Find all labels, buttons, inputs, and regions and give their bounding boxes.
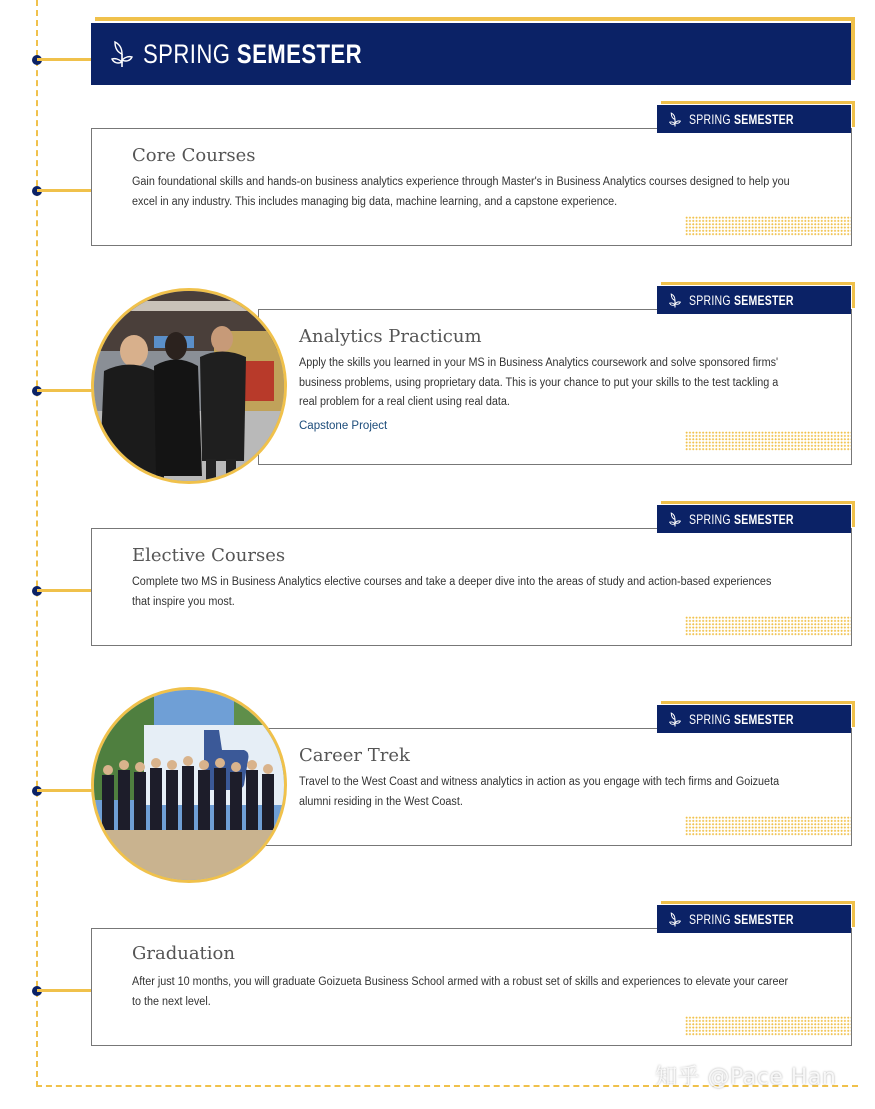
card-title: Core Courses <box>132 145 256 166</box>
tag-label: SPRING SEMESTER <box>689 511 794 527</box>
tag-label: SPRING SEMESTER <box>689 711 794 727</box>
sprout-icon <box>669 112 681 127</box>
card-title: Analytics Practicum <box>299 326 482 347</box>
semester-tag <box>657 505 851 533</box>
semester-tag <box>657 286 851 314</box>
sprout-icon <box>669 712 681 727</box>
sprout-icon <box>111 40 133 68</box>
card-analytics-practicum <box>258 309 852 465</box>
card-title: Career Trek <box>299 745 410 766</box>
card-core-courses <box>91 128 852 246</box>
photo-illustration <box>94 690 287 883</box>
timeline-connector <box>37 989 92 992</box>
timeline-connector <box>37 789 92 792</box>
photo-illustration <box>94 291 287 484</box>
dot-pattern-decoration <box>685 816 851 836</box>
timeline-connector <box>37 389 92 392</box>
sprout-icon <box>669 293 681 308</box>
group-photo-warehouse <box>91 288 287 484</box>
page-header <box>91 23 851 85</box>
sprout-icon <box>669 512 681 527</box>
card-description: Apply the skills you learned in your MS in Business Analytics coursework and solve sponsored firms' business problems, using proprietary data. This is your chance to put your skills to the test tackling a real problem for a real client using real data. <box>299 357 779 408</box>
card-description: Gain foundational skills and hands-on business analytics experience through Master's in Business Analytics courses designed to help you excel in any industry. This includes managing big data, machine learning, and a capstone experience. <box>132 176 790 208</box>
watermark: 知乎 @Pace Han <box>655 1065 837 1090</box>
tag-label: SPRING SEMESTER <box>689 292 794 308</box>
sprout-icon <box>669 912 681 927</box>
semester-tag <box>657 905 851 933</box>
semester-tag <box>657 105 851 133</box>
timeline-connector <box>37 189 92 192</box>
capstone-project-link[interactable]: Capstone Project <box>299 420 388 432</box>
card-elective-courses <box>91 528 852 646</box>
dot-pattern-decoration <box>685 1016 851 1036</box>
tag-label: SPRING SEMESTER <box>689 911 794 927</box>
dot-pattern-decoration <box>685 616 851 636</box>
dot-pattern-decoration <box>685 216 851 236</box>
page-title: SPRING SEMESTER <box>143 38 363 69</box>
card-career-trek <box>258 728 852 846</box>
timeline-connector <box>37 589 92 592</box>
card-title: Elective Courses <box>132 545 286 566</box>
timeline-connector <box>37 58 92 61</box>
dot-pattern-decoration <box>685 431 851 451</box>
card-description: Complete two MS in Business Analytics elective courses and take a deeper dive into the areas of study and action-based experiences that inspire you most. <box>132 576 772 608</box>
timeline-line <box>36 0 38 1087</box>
card-graduation <box>91 928 852 1046</box>
group-photo-thumbs-up-sign <box>91 687 287 883</box>
card-description: Travel to the West Coast and witness analytics in action as you engage with tech firms and Goizueta alumni residing in the West Coast. <box>299 776 780 808</box>
card-title: Graduation <box>132 943 235 964</box>
semester-tag <box>657 705 851 733</box>
card-description: After just 10 months, you will graduate Goizueta Business School armed with a robust set of skills and experiences to elevate your career to the next level. <box>132 976 789 1008</box>
tag-label: SPRING SEMESTER <box>689 111 794 127</box>
